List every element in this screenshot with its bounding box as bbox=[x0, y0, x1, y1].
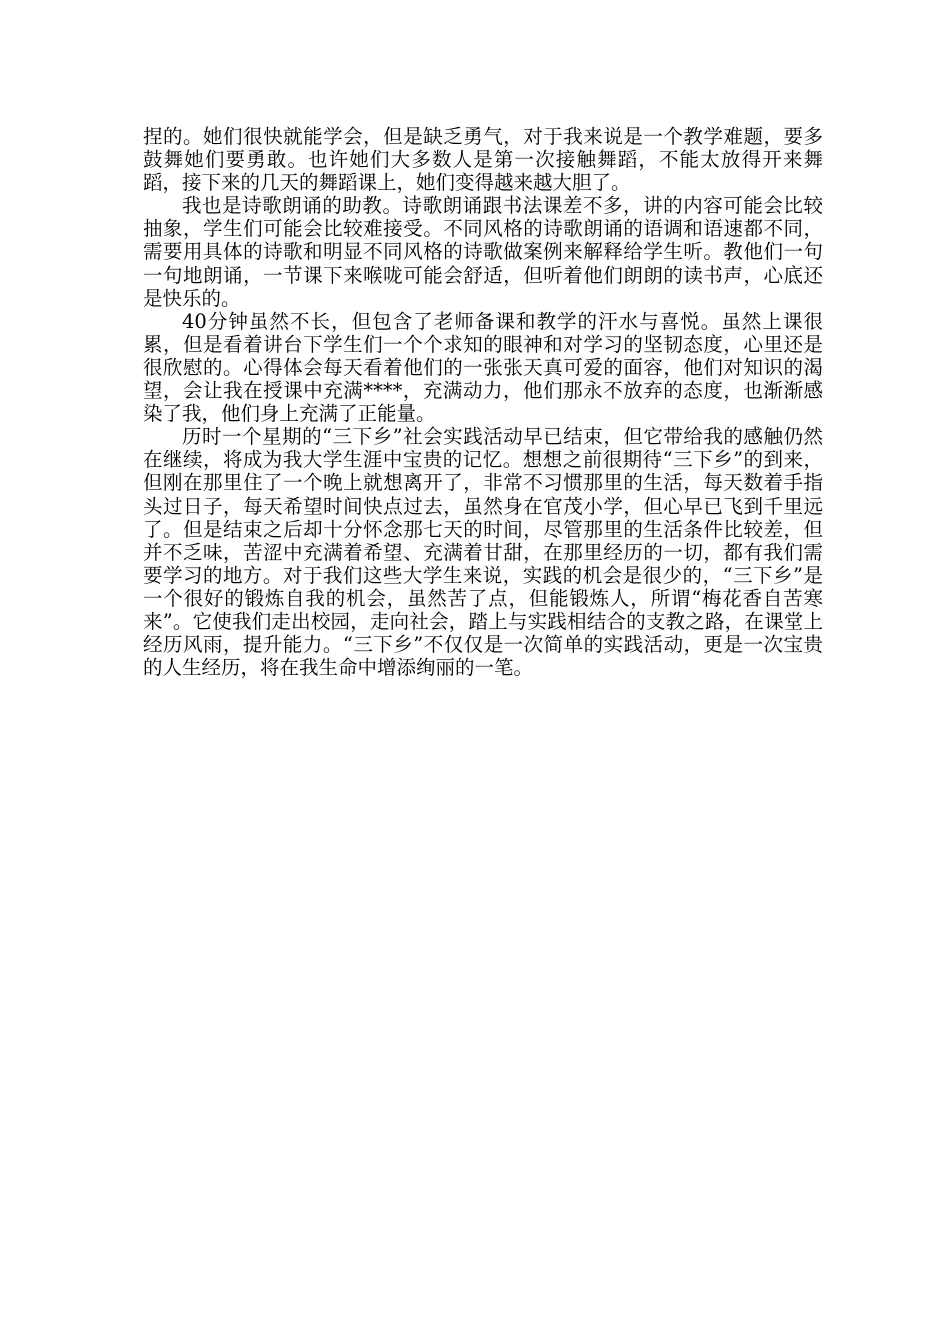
document-body bbox=[143, 125, 823, 679]
paragraph-dance-class: 捏的。她们很快就能学会，但是缺乏勇气，对于我来说是一个教学难题，要多鼓舞她们要勇敢。也许她们大多数人是第一次接触舞蹈，不能太放得开来舞蹈，接下来的几天的舞蹈课上，她们变得越来越大胆了。 bbox=[143, 125, 823, 195]
paragraph-poetry-recitation: 我也是诗歌朗诵的助教。诗歌朗诵跟书法课差不多，讲的内容可能会比较抽象，学生们可能会比较难接受。不同风格的诗歌朗诵的语调和语速都不同，需要用具体的诗歌和明显不同风格的诗歌做案例来解释给学生听。教他们一句一句地朗诵，一节课下来喉咙可能会舒适，但听着他们朗朗的读书声，心底还是快乐的。 bbox=[143, 194, 823, 310]
paragraph-forty-minutes: 40分钟虽然不长，但包含了老师备课和教学的汗水与喜悦。虽然上课很累，但是看着讲台下学生们一个个求知的眼神和对学习的坚韧态度，心里还是很欣慰的。心得体会每天看着他们的一张张天真可爱的面容，他们对知识的渴望，会让我在授课中充满****，充满动力，他们那永不放弃的态度，也渐渐感染了我，他们身上充满了正能量。 bbox=[143, 309, 823, 426]
paragraph-reflection: 历时一个星期的“三下乡”社会实践活动早已结束，但它带给我的感触仍然在继续，将成为我大学生涯中宝贵的记忆。想想之前很期待“三下乡”的到来，但刚在那里住了一个晚上就想离开了，非常不习惯那里的生活，每天数着手指头过日子，每天希望时间快点过去，虽然身在官茂小学，但心早已飞到千里远了。但是结束之后却十分怀念那七天的时间，尽管那里的生活条件比较差，但并不乏味，苦涩中充满着希望、充满着甘甜，在那里经历的一切，都有我们需要学习的地方。对于我们这些大学生来说，实践的机会是很少的，“三下乡”是一个很好的锻炼自我的机会，虽然苦了点，但能锻炼人，所谓“梅花香自苦寒来”。它使我们走出校园，走向社会，踏上与实践相结合的支教之路，在课堂上经历风雨，提升能力。“三下乡”不仅仅是一次简单的实践活动，更是一次宝贵的人生经历，将在我生命中增添绚丽的一笔。 bbox=[143, 425, 823, 680]
